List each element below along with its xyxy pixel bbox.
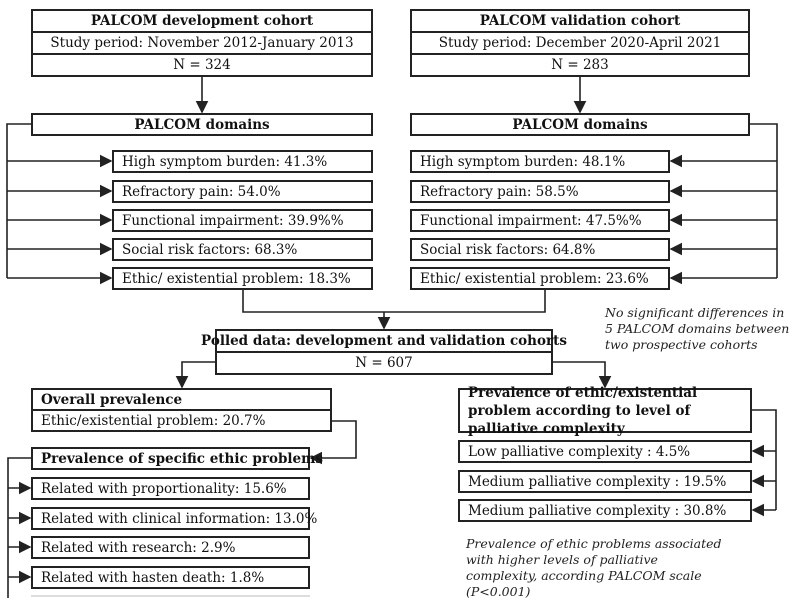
pooled-n: N = 607 [355, 355, 413, 371]
specific-item: Related with clinical information: 13.0% [31, 507, 310, 530]
validation-period: Study period: December 2020-April 2021 [412, 33, 748, 55]
development-domains-title: PALCOM domains [31, 113, 373, 136]
val-domain: Refractory pain: 58.5% [410, 180, 670, 203]
validation-n: N = 283 [551, 57, 609, 73]
development-period: Study period: November 2012-January 2013 [33, 33, 371, 55]
overall-value: Ethic/existential problem: 20.7% [31, 409, 332, 432]
development-n: N = 324 [173, 57, 231, 73]
validation-domains-title: PALCOM domains [410, 113, 750, 136]
complexity-item: Medium palliative complexity : 19.5% [458, 470, 752, 493]
complexity-note: Prevalence of ethic problems associated with higher levels of palliative complexity, according PALCOM scale (P<0.001) [466, 536, 722, 599]
specific-item: Related with proportionality: 15.6% [31, 477, 310, 500]
dev-domain: Refractory pain: 54.0% [112, 180, 373, 203]
specific-item: Related with research: 2.9% [31, 536, 310, 559]
development-title: PALCOM development cohort [33, 11, 371, 33]
val-domain: High symptom burden: 48.1% [410, 150, 670, 173]
overall-title: Overall prevalence [31, 388, 332, 411]
validation-cohort-box [410, 9, 750, 77]
pooled-box [201, 329, 567, 375]
val-domain: Social risk factors: 64.8% [410, 238, 670, 261]
validation-title: PALCOM validation cohort [412, 11, 748, 33]
pooled-title: Polled data: development and validation cohorts [217, 331, 551, 353]
dev-domain: High symptom burden: 41.3% [112, 150, 373, 173]
development-cohort-box [31, 9, 373, 77]
dev-domain: Functional impairment: 39.9%% [112, 209, 373, 232]
dev-domain: Social risk factors: 68.3% [112, 238, 373, 261]
differences-note: No significant differences in 5 PALCOM domains between two prospective cohorts [605, 305, 790, 352]
complexity-item: Medium palliative complexity : 30.8% [458, 499, 752, 522]
val-domain: Ethic/ existential problem: 23.6% [410, 267, 670, 290]
dev-domain: Ethic/ existential problem: 18.3% [112, 267, 373, 290]
specific-item: Related with hasten death: 1.8% [31, 566, 310, 589]
complexity-title: Prevalence of ethic/existential problem according to level of palliative complexity [458, 388, 752, 433]
val-domain: Functional impairment: 47.5%% [410, 209, 670, 232]
specific-title: Prevalence of specific ethic problems [31, 447, 310, 470]
complexity-item: Low palliative complexity : 4.5% [458, 440, 752, 463]
